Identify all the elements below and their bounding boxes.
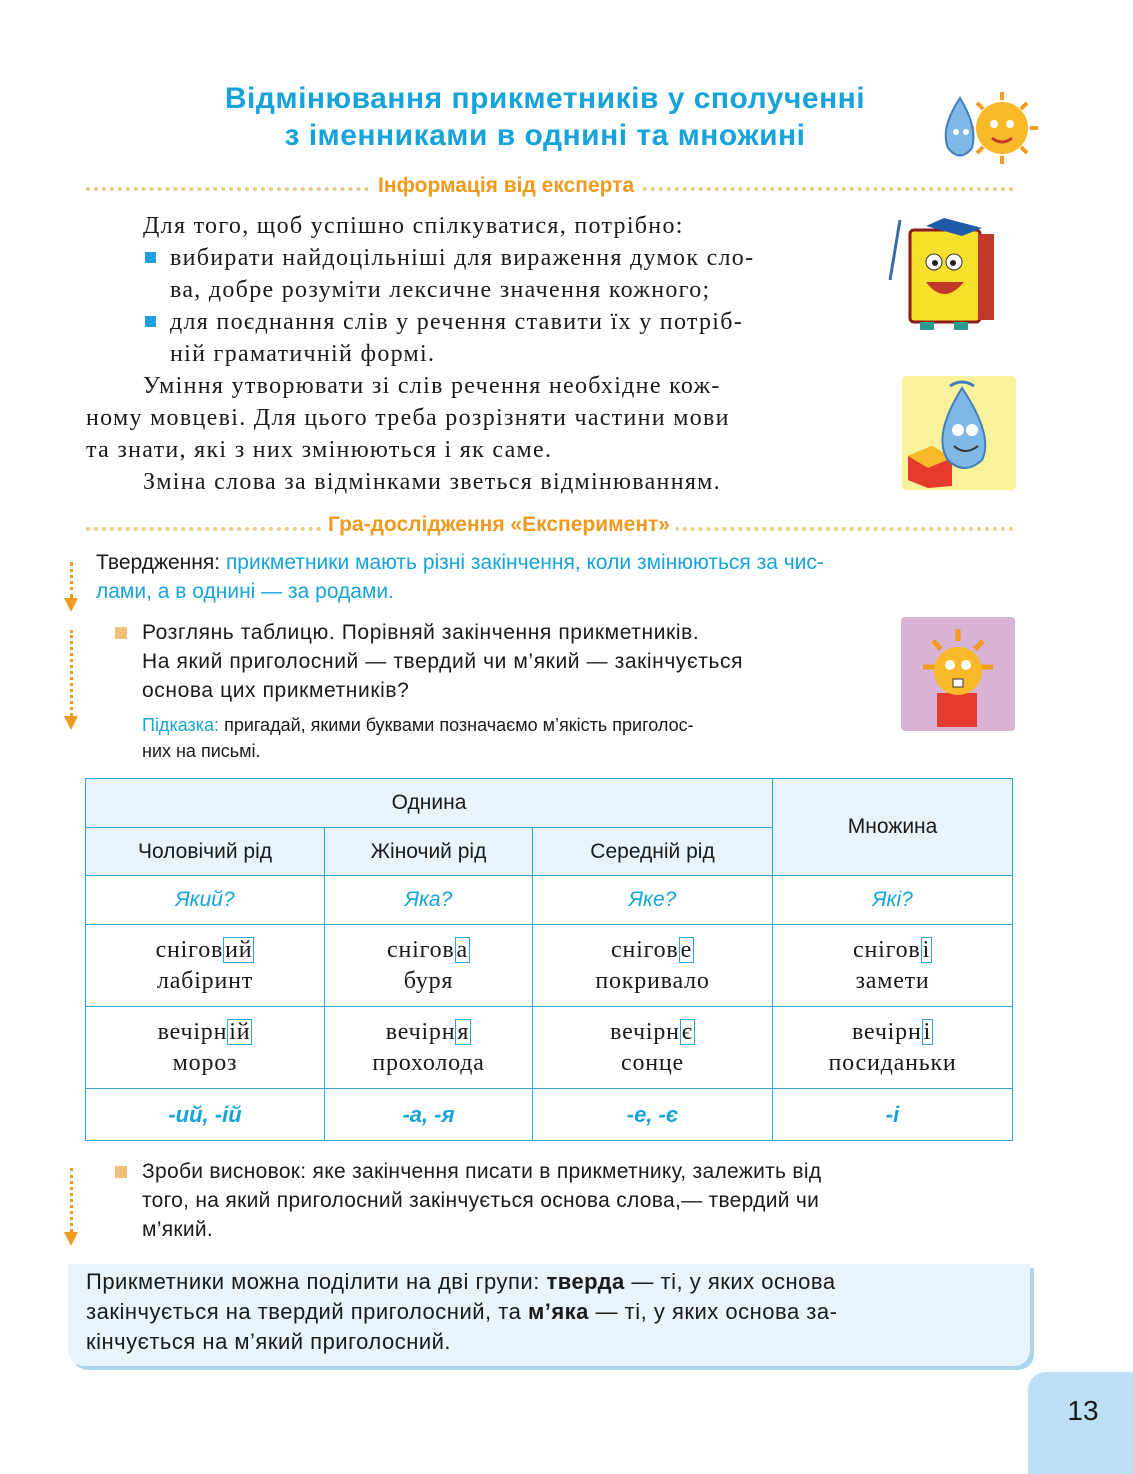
header-singular: Однина (86, 779, 773, 828)
expert-bullet-2-line-2: ній граматичній формі. (170, 341, 436, 367)
noun: замети (855, 967, 930, 994)
question-cell: Яке? (533, 876, 773, 925)
hint-text-1: пригадай, якими буквами позначаємо м’якість приголос- (224, 715, 694, 735)
rule-line-1-text-a: Прикметники можна поділити на дві групи: (86, 1269, 540, 1294)
flow-arrow-icon (64, 1232, 78, 1246)
phrase-cell (325, 925, 533, 1007)
adjective-ending: і (922, 936, 931, 963)
phrase-cell (86, 925, 325, 1007)
rule-line-2-text-b: — ті, у яких основа за- (595, 1299, 838, 1324)
question-cell: Який? (86, 876, 325, 925)
sun-mascot-illustration (901, 617, 1015, 731)
adjective-endings-table (85, 778, 1013, 1141)
task-marker (115, 627, 127, 639)
adjective-ending: е (680, 936, 693, 963)
expert-paragraph-3: Зміна слова за відмінками зветься відмінюванням. (143, 469, 721, 495)
phrase-cell (325, 1007, 533, 1089)
hint-line-1 (142, 712, 872, 738)
adjective-stem: снігов (387, 936, 455, 963)
statement-line-2: лами, а в однині — за родами. (96, 580, 394, 603)
rule-text (86, 1267, 1016, 1357)
rule-term-soft: м’яка (527, 1299, 589, 1324)
expert-paragraph-2 (86, 370, 876, 466)
adjective-stem: вечірн (610, 1018, 680, 1045)
hard-stem-row (86, 925, 1013, 1007)
adjective-stem: снігов (853, 936, 921, 963)
adjective-ending: ий (225, 936, 253, 963)
phrase-cell (773, 925, 1013, 1007)
bullet-marker (145, 316, 156, 327)
statement-text-1: прикметники мають різні закінчення, коли змінюються за чис- (225, 551, 824, 574)
task-1 (142, 618, 872, 705)
expert-bullet-2-line-1: для поєднання слів у речення ставити їх у потріб- (170, 309, 744, 335)
flow-dotted-line (70, 1168, 73, 1232)
phrase-cell (773, 1007, 1013, 1089)
rule-line-2 (86, 1297, 1016, 1327)
task-1-line-1: Розглянь таблицю. Порівняй закінчення прикметників. (142, 621, 700, 644)
page-number: 13 (1028, 1372, 1133, 1474)
statement-line-1 (96, 548, 1016, 577)
flow-dotted-line (70, 562, 73, 598)
noun: лабіринт (156, 967, 254, 994)
statement-label: Твердження: (96, 551, 221, 574)
rule-line-2-text-a: закінчується на твердий приголосний, та (86, 1299, 522, 1324)
expert-bullet-1-line-1: вибирати найдоцільніші для вираження думок сло- (170, 245, 755, 271)
phrase-cell (86, 1007, 325, 1089)
expert-intro: Для того, щоб успішно спілкуватися, потрібно: (143, 213, 684, 239)
phrase-cell (533, 1007, 773, 1089)
expert-section-label: Інформація від експерта (372, 174, 640, 198)
task-2-line-3: м’який. (142, 1218, 214, 1241)
adjective-stem: вечірн (385, 1018, 456, 1045)
task-2-line-2: того, на який приголосний закінчується основа слова,— твердий чи (142, 1189, 820, 1212)
flow-arrow-icon (64, 598, 78, 612)
ending-summary-cell: -е, -є (533, 1089, 773, 1141)
task-2 (142, 1157, 1017, 1244)
noun: покривало (595, 967, 710, 994)
hint-line-2: них на письмі. (142, 741, 261, 761)
title-line-1: Відмінювання прикметників у сполученні (224, 82, 866, 115)
page-title (150, 80, 940, 154)
book-mascot-illustration (882, 210, 1007, 338)
adjective-stem: вечірн (157, 1018, 228, 1045)
adjective-stem: вечірн (851, 1018, 922, 1045)
adjective-ending: є (681, 1018, 693, 1045)
adjective-stem: снігов (155, 936, 224, 963)
questions-row (86, 876, 1013, 925)
task-1-line-3: основа цих прикметників? (142, 679, 410, 702)
ending-summary-cell: -а, -я (325, 1089, 533, 1141)
noun: мороз (172, 1049, 238, 1076)
game-section-label: Гра-дослідження «Експеримент» (322, 513, 676, 537)
flow-arrow-icon (64, 716, 78, 730)
adjective-ending: а (456, 936, 468, 963)
question-cell: Яка? (325, 876, 533, 925)
drop-and-sun-mascots (930, 88, 1040, 168)
expert-paragraph-2-line-1: Уміння утворювати зі слів речення необхідне кож- (143, 373, 721, 399)
adjective-stem: снігов (611, 936, 679, 963)
header-masculine: Чоловічий рід (86, 828, 325, 876)
ending-summary-cell: -ий, -ій (86, 1089, 325, 1141)
hint (142, 712, 872, 764)
expert-paragraph-2-line-2: ному мовцеві. Для цього треба розрізняти частини мови (86, 405, 730, 431)
adjective-ending: і (923, 1018, 932, 1045)
expert-paragraph-2-line-3: та знати, які з них змінюються і як саме. (86, 437, 553, 463)
noun: посиданьки (828, 1049, 957, 1076)
ending-summary-cell: -і (773, 1089, 1013, 1141)
task-marker (115, 1166, 127, 1178)
header-plural: Множина (773, 779, 1013, 876)
statement (96, 548, 1016, 606)
header-neuter: Середній рід (533, 828, 773, 876)
rule-term-hard: тверда (546, 1269, 625, 1294)
adjective-ending: я (457, 1018, 470, 1045)
rule-line-3: кінчується на м’який приголосний. (86, 1329, 452, 1354)
expert-bullet-1 (170, 242, 870, 306)
drop-mascot-illustration (902, 376, 1016, 490)
noun: буря (403, 967, 454, 994)
question-cell: Які? (773, 876, 1013, 925)
title-line-2: з іменниками в однині та множині (284, 119, 806, 152)
endings-row (86, 1089, 1013, 1141)
task-2-line-1: Зроби висновок: яке закінчення писати в прикметнику, залежить від (142, 1160, 822, 1183)
flow-dotted-line (70, 630, 73, 716)
bullet-marker (145, 252, 156, 263)
rule-line-1 (86, 1267, 1016, 1297)
adjective-ending: ій (229, 1018, 251, 1045)
noun: прохолода (372, 1049, 485, 1076)
soft-stem-row (86, 1007, 1013, 1089)
hint-label: Підказка: (142, 715, 220, 735)
header-feminine: Жіночий рід (325, 828, 533, 876)
phrase-cell (533, 925, 773, 1007)
noun: сонце (621, 1049, 685, 1076)
rule-line-1-text-b: — ті, у яких основа (631, 1269, 836, 1294)
expert-bullet-1-line-2: ва, добре розуміти лексичне значення кожного; (170, 277, 711, 303)
task-1-line-2: На який приголосний — твердий чи м’який — закінчується (142, 650, 744, 673)
expert-bullet-2 (170, 306, 870, 370)
